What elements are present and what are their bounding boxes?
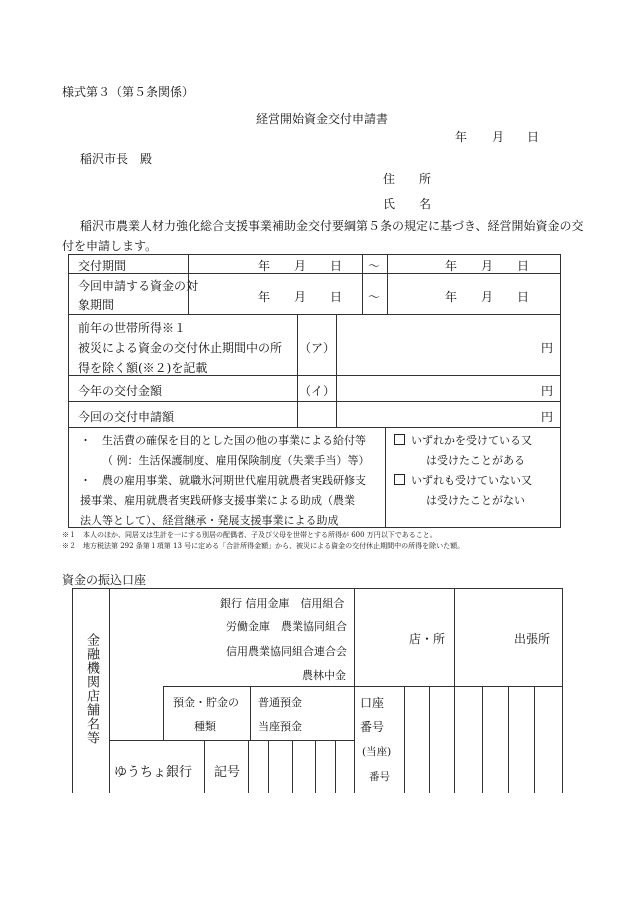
ordinary-deposit: 普通預金 <box>258 696 302 709</box>
mark-i: （イ） <box>299 384 336 398</box>
mark-a: （ア） <box>299 341 336 355</box>
name-label: 氏 名 <box>383 197 432 211</box>
income-label-2: 被災による資金の交付休止期間中の所 <box>78 341 283 355</box>
note-2: ※２ 地方税法第 292 条第１項第 13 号に定める「合計所得金額」から、被災による資金の交付休止期間中の所得を除いた額。 <box>62 542 465 550</box>
grant-period-start: 年 月 日 <box>258 259 343 273</box>
yen-unit: 円 <box>541 410 554 424</box>
office-label: 出張所 <box>514 632 551 646</box>
kigo-label: 記号 <box>214 765 241 780</box>
note-1: ※１ 本人のほか、同居又は生計を一にする別居の配偶者、子及び父母を世帯とする所得が 600 万円以下であること。 <box>62 531 437 539</box>
body-text-line2: 付を申請します。 <box>62 239 158 253</box>
yen-unit: 円 <box>541 341 554 355</box>
bullet: ・ <box>80 434 91 447</box>
tilde: ～ <box>368 259 381 273</box>
addressee: 稲沢市長 殿 <box>80 152 153 166</box>
current-label: (当座) <box>362 746 392 758</box>
bullet2-line3: 法人等として）、経営継承・発展支援事業による助成 <box>80 514 339 527</box>
date-month: 月 <box>492 130 505 144</box>
page-title: 経営開始資金交付申請書 <box>256 112 389 126</box>
form-number: 様式第３（第５条関係） <box>62 85 195 99</box>
date-year: 年 <box>455 130 468 144</box>
institution-types-2: 労働金庫 農業協同組合 <box>226 620 347 633</box>
branch-label: 店・所 <box>409 632 446 646</box>
target-period-start: 年 月 日 <box>258 290 343 304</box>
account-label-2: 番号 <box>360 720 385 734</box>
bullet: ・ <box>80 474 91 487</box>
check-not-received[interactable] <box>394 472 532 488</box>
bullet2-line1: 農の雇用事業、就職氷河期世代雇用就農者実践研修支 <box>102 474 366 487</box>
number-label: 番号 <box>369 771 390 783</box>
current-deposit: 当座預金 <box>258 720 302 733</box>
bullet1-line2: （ 例：生活保護制度、雇用保険制度（失業手当）等） <box>102 454 370 467</box>
account-label-1: 口座 <box>360 696 385 710</box>
institution-types-1: 銀行 信用金庫 信用組合 <box>220 597 345 610</box>
deposit-type-label-1: 預金・貯金の <box>173 696 239 709</box>
check1-line2: は受けたことがある <box>426 454 525 467</box>
institution-types-3: 信用農業協同組合連合会 <box>226 645 347 658</box>
tilde: ～ <box>368 290 381 304</box>
check2-line1: いずれも受けていない又 <box>411 474 532 487</box>
checkbox-icon[interactable] <box>394 434 405 445</box>
this-year-amount-label: 今年の交付金額 <box>78 384 163 398</box>
bullet1-line1: 生活費の確保を目的とした国の他の事業による給付等 <box>102 434 366 447</box>
bank-section-title: 資金の振込口座 <box>62 573 147 587</box>
checkbox-icon[interactable] <box>394 474 405 485</box>
target-period-label-2: 象期間 <box>78 298 115 312</box>
grant-period-end: 年 月 日 <box>445 259 530 273</box>
income-label-1: 前年の世帯所得※１ <box>78 321 187 335</box>
bullet2-line2: 援事業、雇用就農者実践研修支援事業による助成（農業 <box>80 494 355 507</box>
yucho-bank-label: ゆうちょ銀行 <box>114 765 193 780</box>
target-period-end: 年 月 日 <box>445 290 530 304</box>
institution-types-4: 農林中金 <box>302 669 346 682</box>
check-received[interactable] <box>394 432 532 448</box>
date-day: 日 <box>527 130 540 144</box>
income-label-3: 得を除く額(※２)を記載 <box>78 361 208 375</box>
body-text-line1: 稲沢市農業人材力強化総合支援事業補助金交付要綱第５条の規定に基づき、経営開始資金の交 <box>80 219 584 233</box>
target-period-label-1: 今回申請する資金の対 <box>78 279 199 293</box>
deposit-type-label-2: 種類 <box>194 720 216 733</box>
check1-line1: いずれかを受けている又 <box>411 434 532 447</box>
check2-line2: は受けたことがない <box>426 494 525 507</box>
bank-side-label: 金融機関店舗名等 <box>84 633 99 745</box>
request-amount-label: 今回の交付申請額 <box>78 410 175 424</box>
grant-period-label: 交付期間 <box>78 259 127 273</box>
address-label: 住 所 <box>383 172 432 186</box>
yen-unit: 円 <box>541 384 554 398</box>
